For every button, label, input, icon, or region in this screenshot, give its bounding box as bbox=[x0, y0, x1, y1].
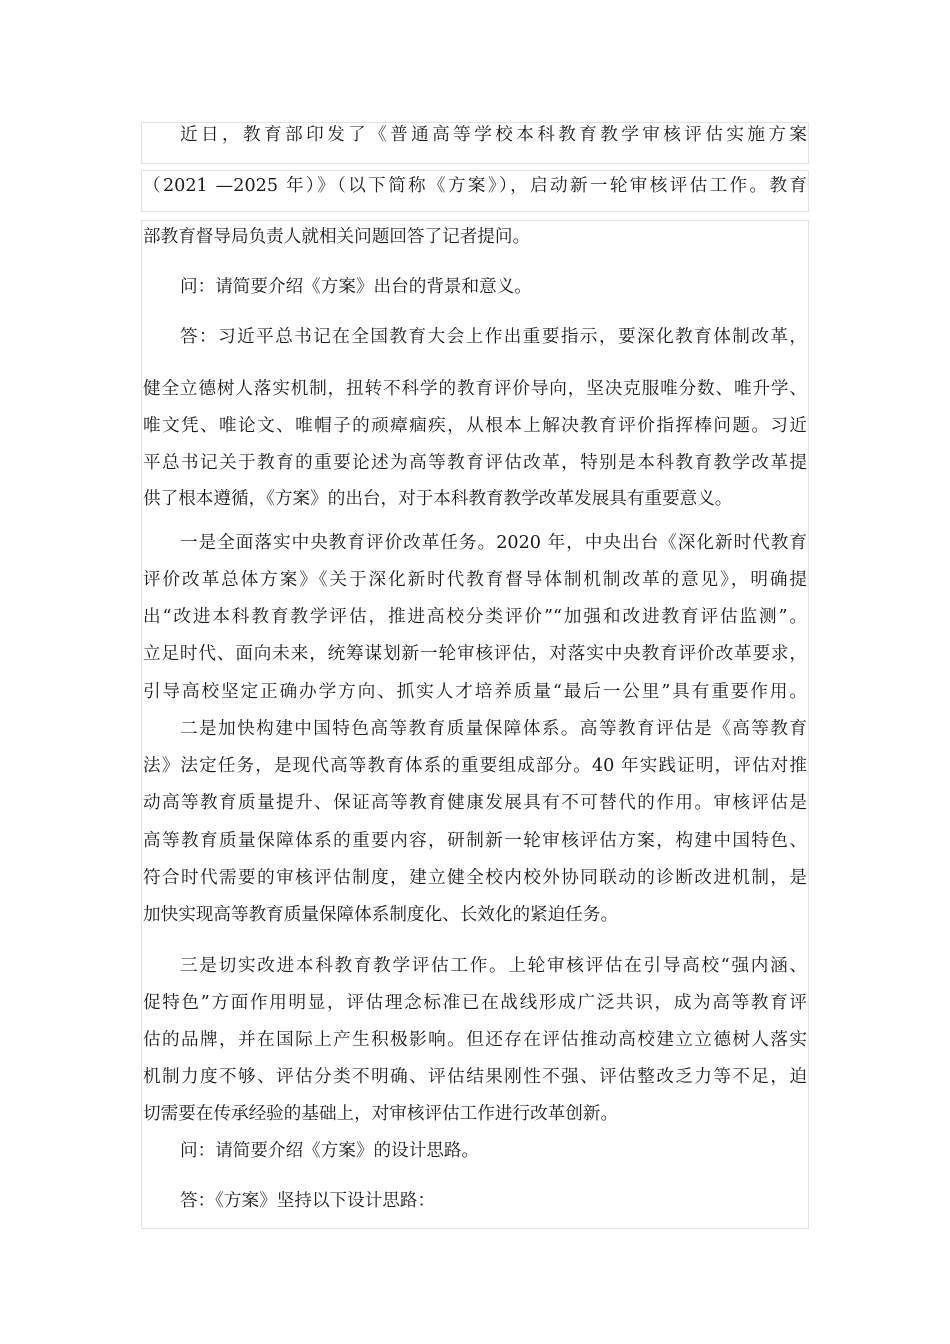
question-line: 问：请简要介绍《方案》出台的背景和意义。 bbox=[180, 277, 532, 297]
paragraph-line: 切需要在传承经验的基础上，对审核评估工作进行改革创新。 bbox=[143, 1104, 619, 1124]
paragraph-line: 唯文凭、唯论文、唯帽子的顽瘴痼疾，从根本上解决教育评价指挥棒问题。习近 bbox=[143, 416, 807, 436]
paragraph-line: 符合时代需要的审核评估制度，建立健全校内校外协同联动的诊断改进机制，是 bbox=[143, 868, 807, 888]
paragraph-line: 健全立德树人落实机制，扭转不科学的教育评价导向，坚决克服唯分数、唯升学、 bbox=[143, 379, 807, 399]
paragraph-line: 三是切实改进本科教育教学评估工作。上轮审核评估在引导高校“强内涵、 bbox=[180, 956, 807, 976]
paragraph-line: 一是全面落实中央教育评价改革任务。2020 年，中央出台《深化新时代教育 bbox=[180, 533, 807, 553]
paragraph-line: 出“改进本科教育教学评估，推进高校分类评价”“加强和改进教育评估监测”。 bbox=[143, 607, 807, 627]
paragraph-line: 法》法定任务，是现代高等教育体系的重要组成部分。40 年实践证明，评估对推 bbox=[143, 756, 807, 776]
paragraph-line: 机制力度不够、评估分类不明确、评估结果刚性不强、评估整改乏力等不足，迫 bbox=[143, 1067, 807, 1087]
paragraph-line: （2021 —2025 年）》（以下简称《方案》），启动新一轮审核评估工作。教育 bbox=[143, 176, 807, 196]
paragraph-line: 加快实现高等教育质量保障体系制度化、长效化的紧迫任务。 bbox=[143, 905, 619, 925]
paragraph-line: 高等教育质量保障体系的重要内容，研制新一轮审核评估方案，构建中国特色、 bbox=[143, 831, 807, 851]
paragraph-line: 供了根本遵循，《方案》的出台，对于本科教育教学改革发展具有重要意义。 bbox=[143, 489, 733, 509]
paragraph-line: 部教育督导局负责人就相关问题回答了记者提问。 bbox=[143, 227, 531, 247]
answer-line: 答：习近平总书记在全国教育大会上作出重要指示，要深化教育体制改革， bbox=[180, 327, 807, 347]
paragraph-line: 二是加快构建中国特色高等教育质量保障体系。高等教育评估是《高等教育 bbox=[180, 719, 807, 739]
answer-line: 答：《方案》坚持以下设计思路： bbox=[180, 1191, 436, 1211]
paragraph-line: 平总书记关于教育的重要论述为高等教育评估改革，特别是本科教育教学改革提 bbox=[143, 453, 807, 473]
paragraph-line: 立足时代、面向未来，统筹谋划新一轮审核评估，对落实中央教育评价改革要求， bbox=[143, 644, 807, 664]
paragraph-line: 估的品牌，并在国际上产生积极影响。但还存在评估推动高校建立立德树人落实 bbox=[143, 1030, 807, 1050]
paragraph-line: 动高等教育质量提升、保证高等教育健康发展具有不可替代的作用。审核评估是 bbox=[143, 793, 807, 813]
paragraph-line: 近日，教育部印发了《普通高等学校本科教育教学审核评估实施方案 bbox=[180, 125, 807, 145]
paragraph-line: 促特色”方面作用明显，评估理念标准已在战线形成广泛共识，成为高等教育评 bbox=[143, 993, 807, 1013]
paragraph-line: 引导高校坚定正确办学方向、抓实人才培养质量“最后一公里”具有重要作用。 bbox=[143, 682, 807, 702]
paragraph-line: 评价改革总体方案》《关于深化新时代教育督导体制机制改革的意见》，明确提 bbox=[143, 570, 807, 590]
question-line: 问：请简要介绍《方案》的设计思路。 bbox=[180, 1141, 480, 1161]
